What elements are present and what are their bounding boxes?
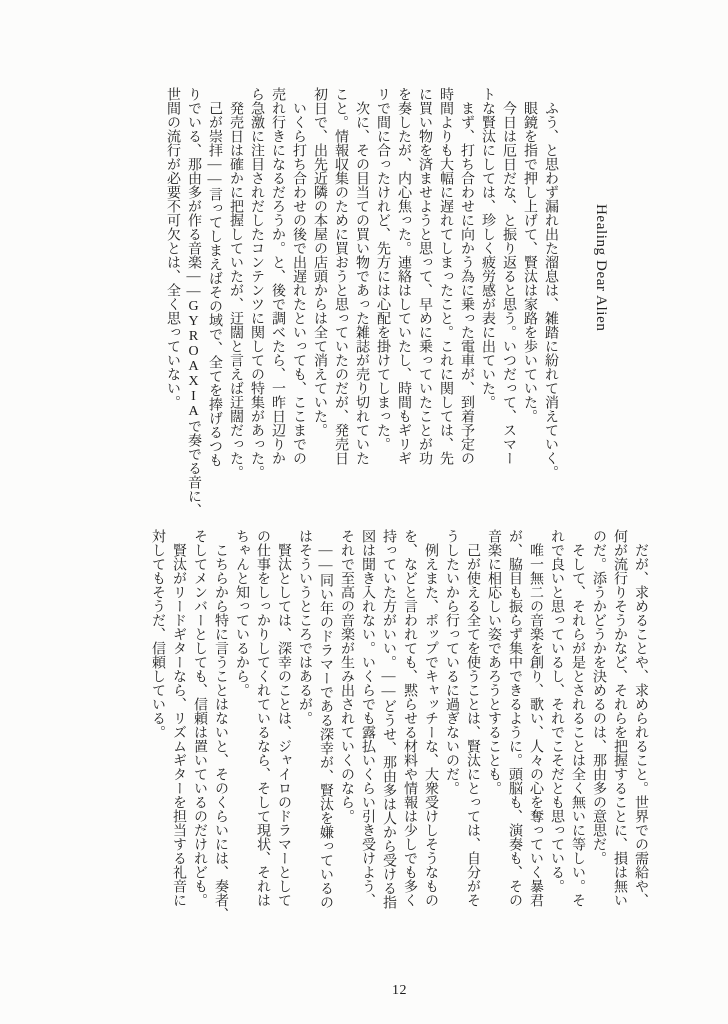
- text-column: こと。情報収集のために買おうと思っていたのだが、発売日: [333, 87, 348, 465]
- text-column: 己が崇拝――言ってしまえばその域で、全てを捧げるつも: [207, 87, 222, 467]
- text-column: 売れ行きになるだろうか。と、後で調べたら、一昨日辺りか: [270, 87, 285, 465]
- text-column: 対してもそうだ、信頼している。: [150, 529, 165, 739]
- text-column: 図は聞き入れない。いくらでも露払いくらい引き受けよう、: [360, 529, 375, 907]
- text-column: 音楽に相応しい姿であろうとすることも。: [486, 529, 501, 795]
- text-column: 唯一無二の音楽を創り、歌い、人々の心を奪っていく暴君: [528, 529, 543, 907]
- text-column: を、などと言われても、黙らせる材料や情報は少しでも多く: [402, 529, 417, 907]
- text-column: が、脇目も振らず集中できるように。頭脳も、演奏も、その: [507, 529, 522, 907]
- text-column: 賢汰がリードギターなら、リズムギターを担当する礼音に: [171, 529, 186, 907]
- text-column: 今日は厄日だな、と振り返ると思う。いつだって、スマー: [501, 87, 516, 465]
- text-column: 次に、その目当ての買い物であった雑誌が売り切れていた: [354, 87, 369, 465]
- text-column: 世間の流行が必要不可欠とは、全く思っていない。: [165, 87, 180, 409]
- text-column: そして、それらが是とされることは全く無いに等しい。そ: [570, 529, 585, 907]
- text-column: 例えまた、ポップでキャッチーな、大衆受けしそうなもの: [423, 529, 438, 907]
- text-column: を奏したが、内心焦った。連絡はしていたし、時間もギリギ: [396, 87, 411, 465]
- text-column: 初日で、出先近隣の本屋の店頭からは全て消えていた。: [312, 87, 327, 437]
- story-title: Healing Dear Alien: [593, 204, 609, 332]
- text-column: 持っていた方がいい。――どうせ、那由多は人から受ける指: [381, 529, 396, 909]
- text-column: 眼鏡を指で押し上げて、賢汰は家路を歩いていた。: [522, 87, 537, 423]
- text-column: ――同い年のドラマーである深幸が、賢汰を嫌っているの: [318, 529, 333, 909]
- text-column: うしたいから行っているに過ぎないのだ。: [444, 529, 459, 795]
- bottom-text-block: [147, 529, 651, 961]
- text-column: のだ。添うかどうかを決めるのは、那由多の意思だ。: [591, 529, 606, 865]
- page-number: 12: [392, 983, 407, 998]
- text-column: 賢汰としては、深幸のことは、ジャイロのドラマーとして: [276, 529, 291, 907]
- text-column: まず、打ち合わせに向かう為に乗った電車が、到着予定の: [459, 87, 474, 465]
- text-column: だが、求めることや、求められること。世界での需給や、: [633, 529, 648, 907]
- text-column: リで間に合ったけれど、先方には心配を掛けてしまった。: [375, 87, 390, 451]
- text-column: りでいる、那由多が作る音楽――GYROAXIAで奏でる音に、: [186, 87, 201, 517]
- text-column: ふう、と思わず漏れ出た溜息は、雑踏に紛れて消えていく。: [543, 87, 558, 479]
- text-column: そしてメンバーとしても、信頼は置いているのだけれども。: [192, 529, 207, 907]
- text-column: それで至高の音楽が生み出されていくのなら。: [339, 529, 354, 823]
- top-text-block: [162, 87, 561, 519]
- text-column: いくら打ち合わせの後で出遅れたといっても、ここまでの: [291, 87, 306, 465]
- text-column: れで良いと思っているし、それでこそだとも思っている。: [549, 529, 564, 893]
- text-column: ら急激に注目されだしたコンテンツに関しての特集があった。: [249, 87, 264, 479]
- text-column: トな賢汰にしては、珍しく疲労感が表に出ていた。: [480, 87, 495, 409]
- text-column: 何が流行りそうかなど、それらを把握することに、損は無い: [612, 529, 627, 907]
- text-column: はそういうところではあるが。: [297, 529, 312, 725]
- text-column: 己が使える全てを使うことは、賢汰にとっては、自分がそ: [465, 529, 480, 907]
- text-column: こちらから特に言うことはないと、そのくらいには、奏者、: [213, 529, 228, 921]
- text-column: に買い物を済ませようと思って、早めに乗っていたことが功: [417, 87, 432, 465]
- text-column: 時間よりも大幅に遅れてしまったこと。これに関しては、先: [438, 87, 453, 465]
- text-column: ちゃんと知っているから。: [234, 529, 249, 697]
- text-column: の仕事をしっかりしてくれているなら、そして現状、それは: [255, 529, 270, 907]
- text-column: 発売日は確かに把握していたが、迂闊と言えば迂闊だった。: [228, 87, 243, 479]
